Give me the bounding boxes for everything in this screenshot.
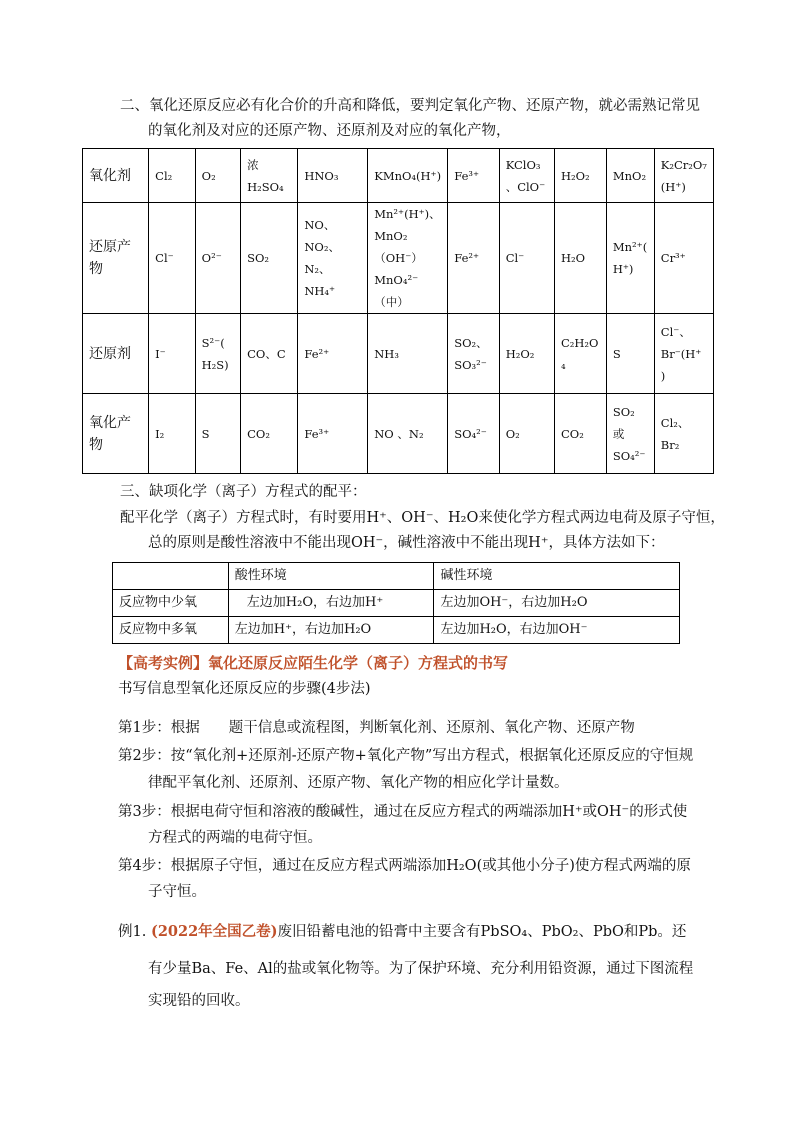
table-cell: CO、C bbox=[241, 314, 298, 394]
example-line3: 实现铅的回收。 bbox=[148, 993, 250, 1009]
table-cell: NH₃ bbox=[368, 314, 448, 394]
table-row bbox=[113, 563, 680, 590]
example-year: (2022年全国乙卷) bbox=[150, 923, 278, 940]
table-cell: Cl₂、 Br₂ bbox=[654, 394, 713, 474]
table-header bbox=[113, 563, 229, 590]
table-cell: K₂Cr₂O₇ (H⁺) bbox=[654, 149, 713, 203]
table-cell: Cl₂ bbox=[149, 149, 196, 203]
row-label: 氧化产物 bbox=[83, 394, 149, 474]
table-cell: CO₂ bbox=[241, 394, 298, 474]
table-cell: 反应物中多氧 bbox=[113, 617, 229, 644]
table-header: 碱性环境 bbox=[434, 563, 680, 590]
table-cell: S bbox=[195, 394, 240, 474]
table-cell: KClO₃ 、ClO⁻ bbox=[499, 149, 554, 203]
table-cell: Fe²⁺ bbox=[448, 203, 499, 314]
example-text: 废旧铅蓄电池的铅膏中主要含有PbSO₄、PbO₂、PbO和Pb。还 bbox=[277, 924, 687, 940]
table-cell: I₂ bbox=[149, 394, 196, 474]
redox-table bbox=[82, 148, 714, 474]
table-cell: S²⁻( H₂S) bbox=[195, 314, 240, 394]
table-cell: H₂O₂ bbox=[554, 149, 606, 203]
table-cell: SO₂ 或 SO₄²⁻ bbox=[606, 394, 654, 474]
table-header: 酸性环境 bbox=[228, 563, 434, 590]
row-label: 还原剂 bbox=[83, 314, 149, 394]
table-cell: O₂ bbox=[499, 394, 554, 474]
example-prefix: 例1. bbox=[118, 924, 147, 940]
table-cell: Fe³⁺ bbox=[448, 149, 499, 203]
table-cell: Fe³⁺ bbox=[298, 394, 368, 474]
table-cell: NO、NO₂、 N₂、NH₄⁺ bbox=[298, 203, 368, 314]
table-cell: NO 、N₂ bbox=[368, 394, 448, 474]
table-cell: I⁻ bbox=[149, 314, 196, 394]
table-cell: KMnO₄(H⁺) bbox=[368, 149, 448, 203]
table-cell: H₂O₂ bbox=[499, 314, 554, 394]
section-heading: 【高考实例】氧化还原反应陌生化学（离子）方程式的书写 bbox=[118, 654, 509, 672]
step-4-line2: 子守恒。 bbox=[148, 884, 206, 900]
example-line2: 有少量Ba、Fe、Al的盐或氧化物等。为了保护环境、充分利用铅资源，通过下图流程 bbox=[148, 961, 694, 977]
table-cell: C₂H₂O ₄ bbox=[554, 314, 606, 394]
steps-intro: 书写信息型氧化还原反应的步骤(4步法) bbox=[118, 681, 371, 697]
table-cell: Mn²⁺( H⁺) bbox=[606, 203, 654, 314]
table-row bbox=[83, 203, 714, 314]
table-cell: 浓H₂SO₄ bbox=[241, 149, 298, 203]
step-4-line1: 第4步：根据原子守恒，通过在反应方程式两端添加H₂O(或其他小分子)使方程式两端的原 bbox=[118, 858, 691, 874]
table-row bbox=[113, 590, 680, 617]
example-line1 bbox=[118, 921, 686, 943]
step-3-line2: 方程式的两端的电荷守恒。 bbox=[148, 830, 322, 846]
table-cell: SO₂、 SO₃²⁻ bbox=[448, 314, 499, 394]
table-cell: SO₂ bbox=[241, 203, 298, 314]
section3-para1: 配平化学（离子）方程式时，有时要用H⁺、OH⁻、H₂O来使化学方程式两边电荷及原子守恒， bbox=[120, 510, 725, 526]
table-cell: 左边加H₂O，右边加OH⁻ bbox=[434, 617, 680, 644]
table-cell: Mn²⁺(H⁺)、 MnO₂ （OH⁻） MnO₄²⁻（中） bbox=[368, 203, 448, 314]
table-row bbox=[83, 149, 714, 203]
step-1: 第1步：根据 题干信息或流程图，判断氧化剂、还原剂、氧化产物、还原产物 bbox=[118, 720, 635, 736]
table-cell: MnO₂ bbox=[606, 149, 654, 203]
step-3-line1: 第3步：根据电荷守恒和溶液的酸碱性，通过在反应方程式的两端添加H⁺或OH⁻的形式使 bbox=[118, 804, 688, 820]
table-cell: O²⁻ bbox=[195, 203, 240, 314]
table-cell: O₂ bbox=[195, 149, 240, 203]
table-cell: SO₄²⁻ bbox=[448, 394, 499, 474]
step-2-line2: 律配平氧化剂、还原剂、还原产物、氧化产物的相应化学计量数。 bbox=[148, 775, 569, 791]
row-label: 氧化剂 bbox=[83, 149, 149, 203]
table-cell: 左边加OH⁻，右边加H₂O bbox=[434, 590, 680, 617]
table-cell: Cl⁻ bbox=[149, 203, 196, 314]
table-row bbox=[83, 314, 714, 394]
table-cell: Cr³⁺ bbox=[654, 203, 713, 314]
table-cell: S bbox=[606, 314, 654, 394]
table-row bbox=[113, 617, 680, 644]
section3-title: 三、缺项化学（离子）方程式的配平： bbox=[120, 484, 367, 500]
table-cell: 左边加H₂O，右边加H⁺ bbox=[228, 590, 434, 617]
table-cell: Cl⁻、 Br⁻(H⁺ ) bbox=[654, 314, 713, 394]
section3-para2: 总的原则是酸性溶液中不能出现OH⁻，碱性溶液中不能出现H⁺，具体方法如下： bbox=[148, 535, 665, 551]
table-row bbox=[83, 394, 714, 474]
section2-line2: 的氧化剂及对应的还原产物、还原剂及对应的氧化产物， bbox=[148, 123, 511, 139]
row-label: 还原产物 bbox=[83, 203, 149, 314]
section2-line1: 二、氧化还原反应必有化合价的升高和降低，要判定氧化产物、还原产物，就必需熟记常见 bbox=[120, 98, 700, 114]
table-cell: Cl⁻ bbox=[499, 203, 554, 314]
table-cell: Fe²⁺ bbox=[298, 314, 368, 394]
table-cell: CO₂ bbox=[554, 394, 606, 474]
table-cell: 反应物中少氧 bbox=[113, 590, 229, 617]
balance-table bbox=[112, 562, 680, 644]
step-2-line1: 第2步：按“氧化剂+还原剂-还原产物+氧化产物”写出方程式，根据氧化还原反应的守恒规 bbox=[118, 748, 694, 764]
table-cell: H₂O bbox=[554, 203, 606, 314]
table-cell: HNO₃ bbox=[298, 149, 368, 203]
table-cell: 左边加H⁺，右边加H₂O bbox=[228, 617, 434, 644]
